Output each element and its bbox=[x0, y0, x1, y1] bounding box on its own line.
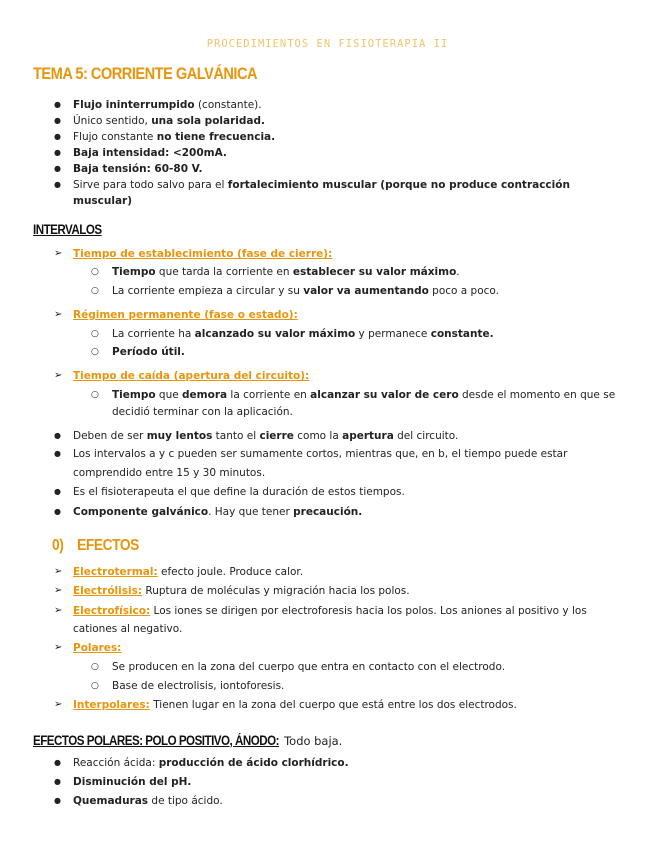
bullet-marker: ● bbox=[54, 487, 61, 496]
heading-efectos-polares bbox=[33, 733, 343, 748]
bullet-marker: ● bbox=[54, 796, 61, 805]
circle-marker: ○ bbox=[91, 286, 99, 296]
bullet-marker: ● bbox=[54, 116, 61, 125]
heading-efectos-number: 0) bbox=[52, 537, 64, 554]
heading-efectos-polares-text: EFECTOS POLARES: POLO POSITIVO, ÁNODO: bbox=[33, 733, 279, 748]
line-text: Tienen lugar en la zona del cuerpo que está entre los dos electrodos. bbox=[149, 699, 517, 711]
bullet-marker: ● bbox=[54, 449, 61, 458]
bullet-marker: ● bbox=[54, 758, 61, 767]
line-text: apertura bbox=[342, 430, 394, 442]
line-text: desde el momento en que se bbox=[458, 389, 616, 401]
intervalos-line bbox=[73, 485, 405, 499]
efectos-line bbox=[73, 698, 517, 712]
circle-marker: ○ bbox=[91, 347, 99, 357]
term-label: Electrofísico: bbox=[73, 605, 151, 617]
efectos-line bbox=[112, 679, 284, 693]
intervalos-line bbox=[73, 247, 332, 261]
arrow-marker: ➢ bbox=[54, 642, 63, 653]
line-text: que bbox=[155, 389, 183, 401]
line-text: Se producen en la zona del cuerpo que entra en contacto con el electrodo. bbox=[112, 661, 506, 673]
line-text: cierre bbox=[259, 430, 294, 442]
line-text: de tipo ácido. bbox=[148, 795, 223, 807]
line-text: Deben de ser bbox=[73, 430, 147, 442]
line-text: decidió terminar con la aplicación. bbox=[112, 406, 293, 418]
intro-line bbox=[73, 178, 570, 192]
intervalos-line bbox=[112, 388, 615, 402]
intro-line bbox=[73, 114, 265, 128]
line-text: Flujo ininterrumpido bbox=[73, 99, 195, 111]
line-text: Sirve para todo salvo para el bbox=[73, 179, 228, 191]
arrow-marker: ➢ bbox=[54, 248, 63, 259]
intervalos-line bbox=[73, 466, 265, 480]
intervalos-line bbox=[73, 505, 362, 519]
line-text: demora bbox=[182, 389, 228, 401]
intro-line bbox=[73, 130, 275, 144]
line-text: Baja tensión: 60-80 V. bbox=[73, 163, 203, 175]
intervalos-line bbox=[112, 345, 185, 359]
intervalos-line bbox=[112, 265, 460, 279]
line-text: Tiempo bbox=[112, 389, 156, 401]
line-text: Base de electrolisis, iontoforesis. bbox=[112, 680, 285, 692]
term-label: Polares: bbox=[73, 642, 122, 654]
line-text: Baja intensidad: <200mA. bbox=[73, 147, 227, 159]
line-text: efecto joule. Produce calor. bbox=[157, 566, 304, 578]
intervalos-line bbox=[73, 308, 298, 322]
line-text: producción de ácido clorhídrico. bbox=[158, 757, 349, 769]
line-text: muy lentos bbox=[146, 430, 213, 442]
arrow-marker: ➢ bbox=[54, 605, 63, 616]
arrow-marker: ➢ bbox=[54, 566, 63, 577]
bullet-marker: ● bbox=[54, 431, 61, 440]
intervalos-line bbox=[112, 284, 499, 298]
line-text: La corriente empieza a circular y su bbox=[112, 285, 304, 297]
line-text: Tiempo bbox=[112, 266, 156, 278]
line-text: como la bbox=[293, 430, 343, 442]
term-label: Tiempo de caída (apertura del circuito): bbox=[73, 370, 310, 382]
intervalos-line bbox=[112, 327, 494, 341]
line-text: una sola polaridad. bbox=[151, 115, 265, 127]
line-text: del circuito. bbox=[393, 430, 459, 442]
term-label: Tiempo de establecimiento (fase de cierre): bbox=[73, 248, 333, 260]
line-text: Único sentido, bbox=[73, 115, 152, 127]
page-header: PROCEDIMIENTOS EN FISIOTERAPIA II bbox=[206, 38, 449, 50]
intro-line bbox=[73, 98, 262, 112]
bullet-marker: ● bbox=[54, 777, 61, 786]
line-text: la corriente en bbox=[227, 389, 311, 401]
term-label: Electrotermal: bbox=[73, 566, 158, 578]
line-text: valor va aumentando bbox=[303, 285, 429, 297]
heading-efectos-polares-note: Todo baja. bbox=[284, 734, 343, 748]
heading-intervalos: INTERVALOS bbox=[33, 222, 102, 237]
line-text: poco a poco. bbox=[428, 285, 499, 297]
circle-marker: ○ bbox=[91, 681, 99, 691]
line-text: fortalecimiento muscular (porque no produce contracción bbox=[227, 179, 570, 191]
line-text: Los iones se dirigen por electroforesis hacia los polos. Los aniones al positivo y los bbox=[150, 605, 587, 617]
bullet-marker: ● bbox=[54, 148, 61, 157]
circle-marker: ○ bbox=[91, 390, 99, 400]
line-text: Componente galvánico bbox=[73, 506, 209, 518]
polos-line bbox=[73, 794, 223, 808]
bullet-marker: ● bbox=[54, 507, 61, 516]
line-text: que tarda la corriente en bbox=[155, 266, 293, 278]
line-text: comprendido entre 15 y 30 minutos. bbox=[73, 467, 266, 479]
line-text: . Hay que tener bbox=[208, 506, 294, 518]
intervalos-line bbox=[112, 405, 293, 419]
term-label: Interpolares: bbox=[73, 699, 150, 711]
heading-efectos-text: EFECTOS bbox=[77, 537, 139, 554]
bullet-marker: ● bbox=[54, 180, 61, 189]
bullet-marker: ● bbox=[54, 164, 61, 173]
line-text: Es el fisioterapeuta el que define la duración de estos tiempos. bbox=[73, 486, 405, 498]
line-text: alcanzado su valor máximo bbox=[194, 328, 356, 340]
circle-marker: ○ bbox=[91, 329, 99, 339]
efectos-line bbox=[73, 622, 182, 636]
circle-marker: ○ bbox=[91, 267, 99, 277]
efectos-line bbox=[73, 584, 410, 598]
intro-line bbox=[73, 146, 227, 160]
arrow-marker: ➢ bbox=[54, 309, 63, 320]
line-text: constante. bbox=[430, 328, 494, 340]
intervalos-line bbox=[73, 369, 309, 383]
line-text: alcanzar su valor de cero bbox=[310, 389, 459, 401]
line-text: . bbox=[456, 266, 460, 278]
line-text: Reacción ácida: bbox=[73, 757, 159, 769]
term-label: Electrólisis: bbox=[73, 585, 143, 597]
line-text: Flujo constante bbox=[73, 131, 157, 143]
line-text: Quemaduras bbox=[73, 795, 149, 807]
line-text: Ruptura de moléculas y migración hacia los polos. bbox=[142, 585, 410, 597]
line-text: Disminución del pH. bbox=[73, 776, 192, 788]
polos-line bbox=[73, 775, 191, 789]
intervalos-line bbox=[73, 429, 458, 443]
efectos-line bbox=[112, 660, 505, 674]
line-text: precaución. bbox=[293, 506, 363, 518]
heading-efectos bbox=[52, 537, 139, 555]
efectos-line bbox=[73, 604, 587, 618]
circle-marker: ○ bbox=[91, 662, 99, 672]
efectos-line bbox=[73, 565, 303, 579]
efectos-line bbox=[73, 641, 121, 655]
line-text: La corriente ha bbox=[112, 328, 195, 340]
intro-line bbox=[73, 162, 202, 176]
line-text: tanto el bbox=[212, 430, 260, 442]
line-text: Los intervalos a y c pueden ser sumamente cortos, mientras que, en b, el tiempo puede estar bbox=[73, 448, 568, 460]
intervalos-line bbox=[73, 447, 567, 461]
page-title: TEMA 5: CORRIENTE GALVÁNICA bbox=[33, 64, 258, 83]
line-text: (constante). bbox=[194, 99, 262, 111]
line-text: establecer su valor máximo bbox=[292, 266, 457, 278]
arrow-marker: ➢ bbox=[54, 370, 63, 381]
bullet-marker: ● bbox=[54, 100, 61, 109]
arrow-marker: ➢ bbox=[54, 699, 63, 710]
line-text: Período útil. bbox=[112, 346, 185, 358]
intro-line bbox=[73, 194, 132, 208]
line-text: no tiene frecuencia. bbox=[156, 131, 276, 143]
bullet-marker: ● bbox=[54, 132, 61, 141]
line-text: cationes al negativo. bbox=[73, 623, 183, 635]
arrow-marker: ➢ bbox=[54, 585, 63, 596]
line-text: muscular) bbox=[73, 195, 133, 207]
polos-line bbox=[73, 756, 349, 770]
term-label: Régimen permanente (fase o estado): bbox=[73, 309, 298, 321]
line-text: y permanece bbox=[355, 328, 431, 340]
